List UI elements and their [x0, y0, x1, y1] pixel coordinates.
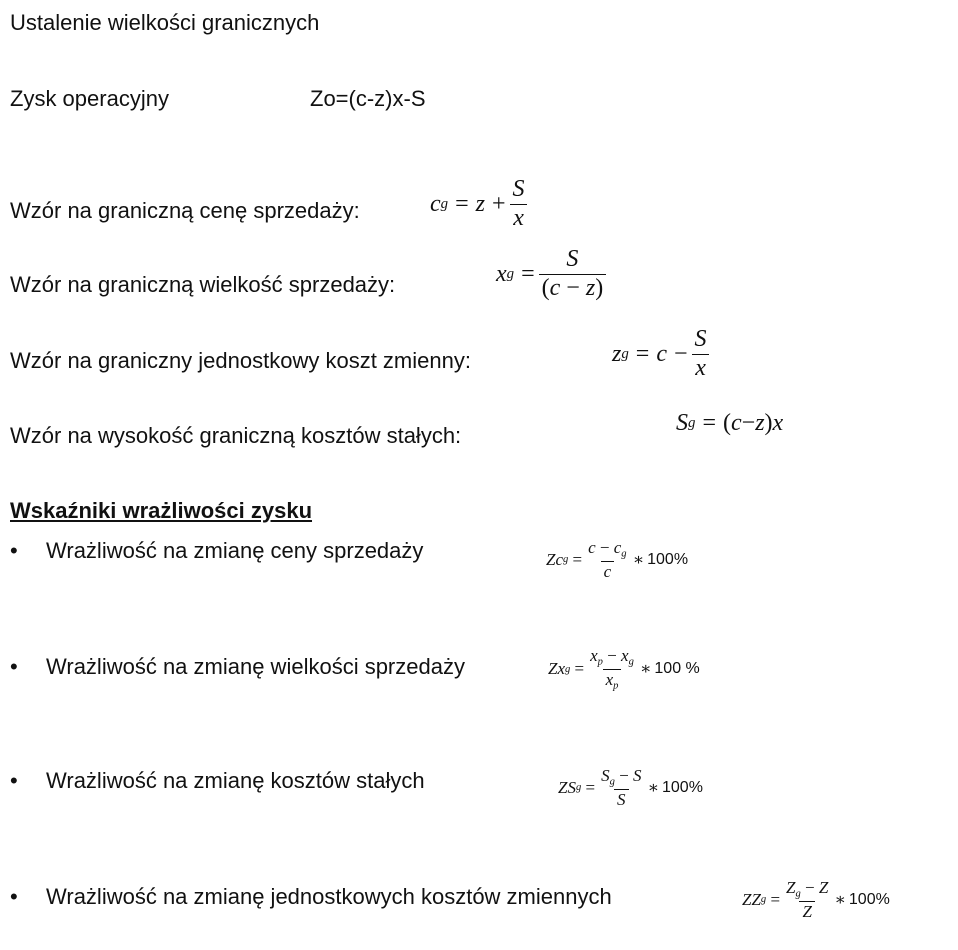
limit-volume-formula: x g = $\frac{S}{(c - z)}$ [496, 246, 610, 302]
sensitivity-unit-variable-cost-formula: ZZ g = $\frac{Z_g - Z}{Z}$ ∗ 100% [742, 878, 890, 921]
sensitivity-title: Wskaźniki wrażliwości zysku [10, 498, 313, 523]
limit-price-label: Wzór na graniczną cenę sprzedaży: [10, 198, 360, 223]
sensitivity-price-formula: Zc g = $\frac{c - c_g}{c}$ ∗ 100% [546, 538, 689, 581]
limit-fixed-cost-formula: S g = ( c − z ) x [676, 410, 784, 436]
sensitivity-fixed-cost-label: Wrażliwość na zmianę kosztów stałych [46, 768, 425, 793]
sensitivity-volume-label: Wrażliwość na zmianę wielkości sprzedaży [46, 654, 465, 679]
sensitivity-unit-variable-cost-label: Wrażliwość na zmianę jednostkowych kosztów zmiennych [46, 884, 612, 909]
bullet: • [10, 884, 18, 909]
limit-unit-variable-cost-formula: z g = c − $\frac{S}{x}$ [612, 326, 714, 382]
bullet: • [10, 654, 18, 679]
limit-price-formula: c g = z + $\frac{S}{x}$ [430, 176, 532, 232]
sensitivity-price-label: Wrażliwość na zmianę ceny sprzedaży [46, 538, 424, 563]
sensitivity-fixed-cost-formula: ZS g = $\frac{S_g - S}{S}$ ∗ 100% [558, 766, 703, 809]
bullet: • [10, 538, 18, 563]
operating-profit-formula: Zo=(c-z)x-S [310, 86, 426, 111]
limit-volume-label: Wzór na graniczną wielkość sprzedaży: [10, 272, 396, 297]
page-heading: Ustalenie wielkości granicznych [10, 10, 320, 35]
limit-unit-variable-cost-label: Wzór na graniczny jednostkowy koszt zmienny: [10, 348, 471, 373]
operating-profit-label: Zysk operacyjny [10, 86, 169, 111]
limit-fixed-cost-label: Wzór na wysokość graniczną kosztów stałych: [10, 423, 462, 448]
bullet: • [10, 768, 18, 793]
sensitivity-volume-formula: Zx g = $\frac{x_p - x_g}{x_p}$ ∗ 100 % [548, 646, 700, 692]
